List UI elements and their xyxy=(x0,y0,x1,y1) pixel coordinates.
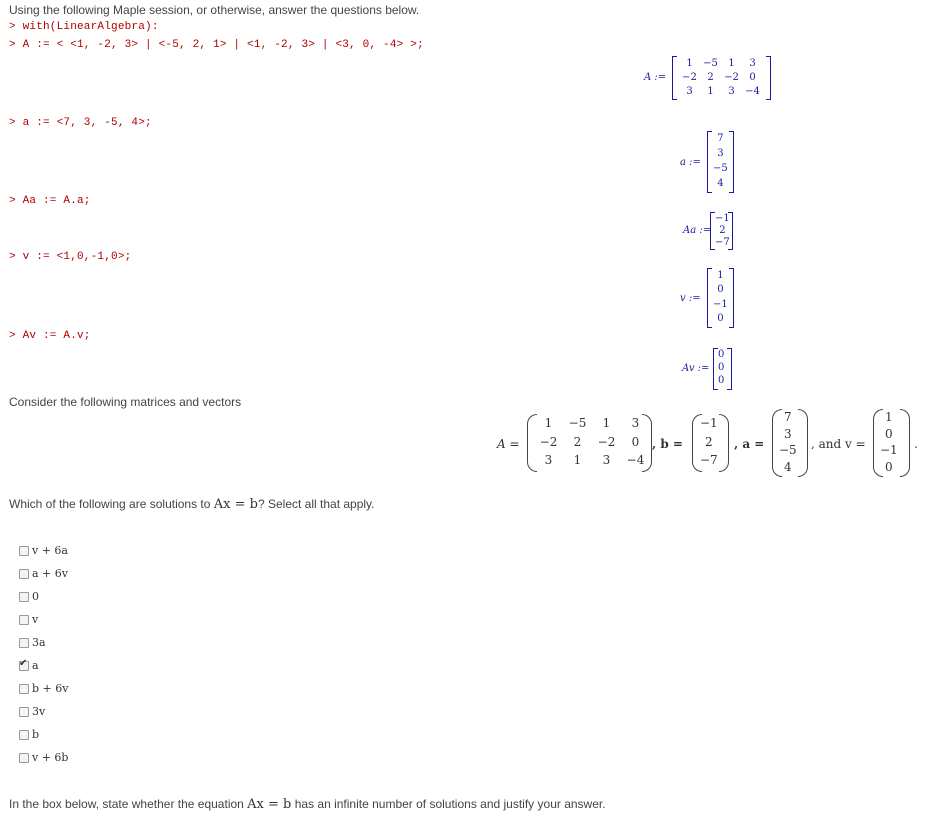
b-cell: 2 xyxy=(705,434,713,449)
b-cell: −7 xyxy=(700,453,718,468)
A-cell: 1 xyxy=(573,453,582,468)
maple-Av-cell: 0 xyxy=(718,349,725,360)
maple-A-row xyxy=(679,70,763,84)
maple-v-cell: 1 xyxy=(717,269,724,281)
maple-A-cell: −2 xyxy=(682,71,697,83)
question-prefix: Which of the following are solutions to xyxy=(9,497,214,511)
A-cell: 0 xyxy=(631,434,640,449)
option-label: v + 6a xyxy=(32,544,68,557)
consider-text: Consider the following matrices and vectors xyxy=(9,395,242,409)
checkbox-checked[interactable] xyxy=(19,661,29,671)
b-equals-label: , b = xyxy=(652,437,683,451)
maple-a-row xyxy=(713,176,728,191)
maple-Av-row xyxy=(718,348,724,361)
maple-a-cell: −5 xyxy=(713,163,728,174)
question-math: Ax = b xyxy=(213,497,258,512)
maple-v-row xyxy=(713,268,728,283)
maple-A-cell: 3 xyxy=(728,85,735,97)
maple-output-Av-vector xyxy=(713,348,724,387)
maple-Av-cell: 0 xyxy=(718,375,725,386)
option-label: a + 6v xyxy=(32,567,68,580)
maple-Av-row xyxy=(718,374,724,387)
option-label: v xyxy=(32,613,39,626)
period: . xyxy=(914,437,918,451)
A-cell: −4 xyxy=(626,453,645,468)
checkbox[interactable] xyxy=(19,707,29,717)
maple-a-cell: 4 xyxy=(717,178,724,189)
maple-A-cell: 3 xyxy=(749,57,756,69)
maple-A-cell: −4 xyxy=(745,85,760,97)
b-cell: −1 xyxy=(700,416,718,431)
checkbox[interactable] xyxy=(19,684,29,694)
vector-b xyxy=(692,414,718,470)
maple-v-row xyxy=(713,297,728,312)
maple-Aa-cell: −7 xyxy=(715,236,730,248)
maple-command-Aa: > Aa := A.a; xyxy=(9,195,91,207)
maple-output-v-label: v := xyxy=(680,293,701,304)
maple-a-cell: 7 xyxy=(717,133,724,144)
a-cell: 3 xyxy=(784,426,792,441)
maple-v-cell: 0 xyxy=(717,313,724,325)
maple-output-A-label: A := xyxy=(644,72,667,83)
intro-text: Using the following Maple session, or otherwise, answer the questions below. xyxy=(9,3,420,17)
option-label: 0 xyxy=(32,590,39,603)
a-equals-label: , a = xyxy=(734,437,765,451)
A-cell: 1 xyxy=(544,416,553,431)
v-cell: −1 xyxy=(880,443,898,458)
question-text xyxy=(9,497,375,512)
maple-Aa-cell: −1 xyxy=(715,212,730,224)
maple-v-row xyxy=(713,283,728,298)
final-suffix: has an infinite number of solutions and justify your answer. xyxy=(291,797,606,811)
maple-A-cell: 0 xyxy=(749,71,756,83)
maple-Av-row xyxy=(718,361,724,374)
a-cell: 4 xyxy=(784,459,792,474)
maple-a-row xyxy=(713,146,728,161)
maple-command-a: > a := <7, 3, -5, 4>; xyxy=(9,117,152,129)
question-suffix: ? Select all that apply. xyxy=(257,497,375,511)
A-cell: −5 xyxy=(568,416,587,431)
maple-command-Av: > Av := A.v; xyxy=(9,330,91,342)
option-label: b xyxy=(32,728,40,741)
maple-a-row xyxy=(713,161,728,176)
checkbox[interactable] xyxy=(19,592,29,602)
v-cell: 1 xyxy=(885,410,893,425)
maple-Av-cell: 0 xyxy=(718,362,725,373)
maple-A-cell: 1 xyxy=(707,85,714,97)
maple-A-cell: 1 xyxy=(686,57,693,69)
v-cell: 0 xyxy=(885,426,893,441)
vector-a xyxy=(772,409,797,475)
maple-output-Aa-label: Aa := xyxy=(683,225,712,236)
option-label: 3v xyxy=(32,705,46,718)
option-label: b + 6v xyxy=(32,682,69,695)
maple-A-row xyxy=(679,84,763,98)
maple-A-cell: −2 xyxy=(724,71,739,83)
A-row xyxy=(534,414,650,433)
v-equals-label: , and v = xyxy=(811,437,866,451)
a-cell: −5 xyxy=(779,443,797,458)
A-cell: 3 xyxy=(631,416,640,431)
maple-v-cell: 0 xyxy=(717,284,724,296)
A-row xyxy=(534,451,650,470)
b-row xyxy=(700,414,718,433)
matrix-A xyxy=(527,414,650,470)
maple-output-A-matrix xyxy=(672,56,763,98)
maple-a-cell: 3 xyxy=(717,148,724,159)
b-row xyxy=(700,451,718,470)
vector-v xyxy=(873,409,898,475)
A-cell: −2 xyxy=(597,434,616,449)
checkbox[interactable] xyxy=(19,546,29,556)
maple-command-with: > with(LinearAlgebra): xyxy=(9,21,159,33)
maple-command-v: > v := <1,0,-1,0>; xyxy=(9,251,132,263)
A-equals-label: A = xyxy=(497,437,520,451)
maple-v-cell: −1 xyxy=(713,298,728,310)
maple-a-row xyxy=(713,131,728,146)
checkbox[interactable] xyxy=(19,615,29,625)
maple-v-row xyxy=(713,312,728,327)
maple-output-a-vector xyxy=(707,131,728,191)
maple-A-cell: −5 xyxy=(703,57,718,69)
A-cell: 1 xyxy=(602,416,611,431)
checkbox[interactable] xyxy=(19,730,29,740)
maple-Aa-cell: 2 xyxy=(719,224,726,236)
a-cell: 7 xyxy=(784,410,792,425)
maple-output-v-vector xyxy=(707,268,728,326)
A-cell: 3 xyxy=(544,453,553,468)
maple-output-a-label: a := xyxy=(680,157,701,168)
v-cell: 0 xyxy=(885,459,893,474)
option-label: v + 6b xyxy=(32,751,69,764)
maple-output-Aa-vector xyxy=(710,212,730,248)
maple-A-row xyxy=(679,56,763,70)
A-cell: 2 xyxy=(573,434,582,449)
final-question-text xyxy=(9,797,606,812)
checkbox[interactable] xyxy=(19,753,29,763)
maple-A-cell: 2 xyxy=(707,71,714,83)
A-cell: −2 xyxy=(539,434,558,449)
A-row xyxy=(534,433,650,452)
maple-A-cell: 1 xyxy=(728,57,735,69)
b-row xyxy=(700,433,718,452)
maple-output-Av-label: Av := xyxy=(682,363,710,374)
maple-command-A: > A := < <1, -2, 3> | <-5, 2, 1> | <1, -2, 3> | <3, 0, -4> >; xyxy=(9,39,424,51)
option-label: a xyxy=(32,659,39,672)
A-cell: 3 xyxy=(602,453,611,468)
final-prefix: In the box below, state whether the equation xyxy=(9,797,248,811)
checkbox[interactable] xyxy=(19,569,29,579)
final-math: Ax = b xyxy=(247,797,292,812)
checkbox[interactable] xyxy=(19,638,29,648)
maple-A-cell: 3 xyxy=(686,85,693,97)
option-label: 3a xyxy=(32,636,46,649)
